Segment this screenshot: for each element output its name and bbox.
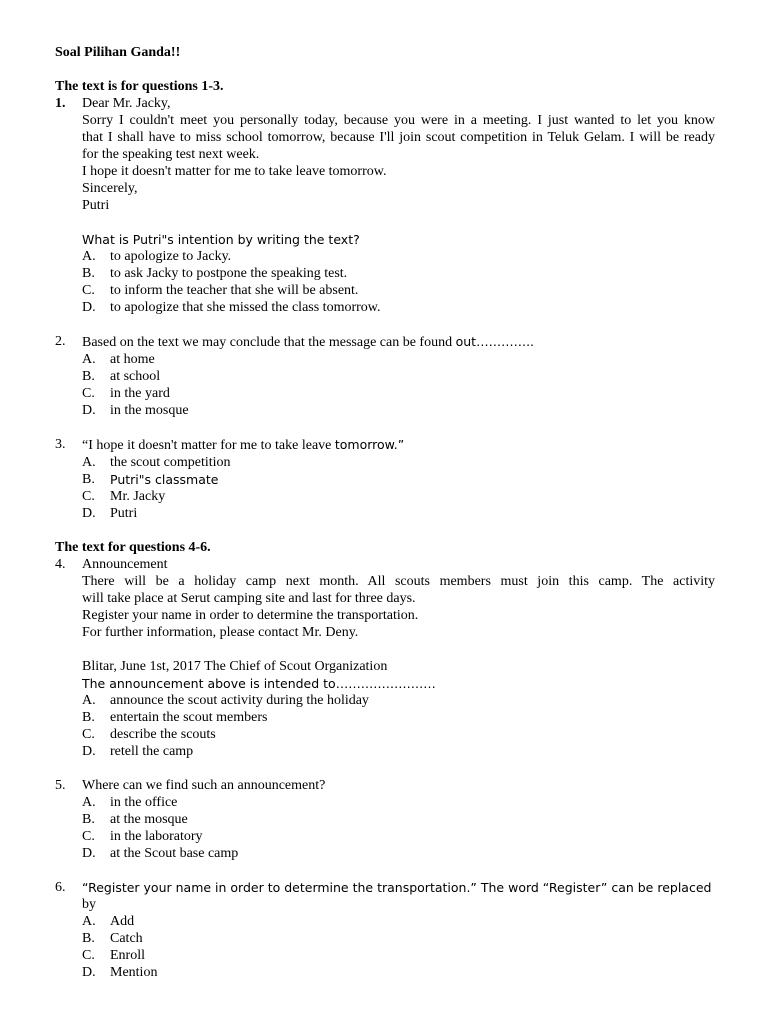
announcement-body <box>82 573 715 641</box>
question-1-number: 1. <box>55 96 66 111</box>
section-1-heading: The text is for questions 1-3. <box>55 79 224 94</box>
worksheet-page <box>55 44 715 981</box>
option-text: to inform the teacher that she will be absent. <box>110 283 359 298</box>
question-1-text: What is Putri"s intention by writing the text? <box>82 232 360 247</box>
section-2-heading: The text for questions 4-6. <box>55 540 211 555</box>
option-text: at the Scout base camp <box>110 846 239 861</box>
announcement-line-2: will take place at Serut camping site and last for three days. <box>82 591 416 606</box>
question-4-option-c <box>82 726 715 743</box>
option-text: to apologize to Jacky. <box>110 249 232 264</box>
option-text: in the yard <box>110 386 170 401</box>
question-1-option-d <box>82 299 715 316</box>
document-title: Soal Pilihan Ganda!! <box>55 45 181 60</box>
option-text: Putri <box>110 506 138 521</box>
question-3 <box>55 436 715 454</box>
option-letter: C. <box>82 727 95 742</box>
option-letter: B. <box>82 266 95 281</box>
option-text: in the mosque <box>110 403 189 418</box>
question-3-option-c <box>82 488 715 505</box>
letter-greeting: Dear Mr. Jacky, <box>82 96 171 111</box>
announcement-line-1: There will be a holiday camp next month. All scouts members must join this camp. The activity <box>82 574 715 589</box>
option-letter: D. <box>82 744 96 759</box>
option-letter: A. <box>82 249 96 264</box>
option-letter: B. <box>82 472 95 487</box>
question-5-number: 5. <box>55 778 66 793</box>
option-letter: C. <box>82 829 95 844</box>
option-letter: D. <box>82 965 96 980</box>
option-text: to apologize that she missed the class tomorrow. <box>110 300 381 315</box>
option-text: retell the camp <box>110 744 194 759</box>
option-text: in the office <box>110 795 178 810</box>
question-4-option-a <box>82 692 715 709</box>
question-3-option-d <box>82 505 715 522</box>
letter-line-1: Sorry I couldn't meet you personally today, because you were in a meeting. I just wanted to let you know <box>82 113 715 128</box>
option-text: in the laboratory <box>110 829 203 844</box>
letter-closing: Sincerely, <box>82 181 138 196</box>
option-letter: B. <box>82 369 95 384</box>
option-text: at school <box>110 369 161 384</box>
announcement-block <box>55 556 715 573</box>
option-letter: A. <box>82 693 96 708</box>
question-3-number: 3. <box>55 437 66 452</box>
question-1-option-a <box>82 248 715 265</box>
announcement-line-4: For further information, please contact Mr. Deny. <box>82 625 359 640</box>
question-4-text-main: The announcement above is intended to <box>82 676 336 691</box>
option-text: at home <box>110 352 155 367</box>
question-3-text-tail: tomorrow.” <box>334 437 405 452</box>
question-5-option-c <box>82 828 715 845</box>
option-text: to ask Jacky to postpone the speaking test. <box>110 266 348 281</box>
question-3-option-b <box>82 471 715 488</box>
option-letter: A. <box>82 455 96 470</box>
option-letter: A. <box>82 914 96 929</box>
question-6-option-a <box>82 913 715 930</box>
option-text: at the mosque <box>110 812 188 827</box>
question-6-option-c <box>82 947 715 964</box>
question-5 <box>55 777 715 794</box>
question-2-option-a <box>82 351 715 368</box>
letter-block <box>55 95 715 112</box>
letter-line-2: that I shall have to miss school tomorrow, because I'll join scout competition in Teluk Gelam. I will be ready <box>82 130 715 145</box>
letter-body <box>82 112 715 214</box>
question-4-text <box>82 675 715 692</box>
question-6-option-d <box>82 964 715 981</box>
option-letter: D. <box>82 506 96 521</box>
question-2-option-b <box>82 368 715 385</box>
option-letter: D. <box>82 846 96 861</box>
question-5-option-b <box>82 811 715 828</box>
letter-line-3: for the speaking test next week. <box>82 147 260 162</box>
question-3-text <box>82 436 715 454</box>
question-3-option-a <box>82 454 715 471</box>
option-text: announce the scout activity during the holiday <box>110 693 369 708</box>
question-2-text-tail: out………….. <box>455 334 535 349</box>
letter-signature: Putri <box>82 198 110 213</box>
question-2-number: 2. <box>55 334 66 349</box>
option-letter: C. <box>82 283 95 298</box>
question-4-text-tail: …………………… <box>335 676 436 691</box>
announcement-line-3: Register your name in order to determine the transportation. <box>82 608 419 623</box>
option-letter: C. <box>82 489 95 504</box>
letter-line-4: I hope it doesn't matter for me to take leave tomorrow. <box>82 164 387 179</box>
option-letter: C. <box>82 948 95 963</box>
question-6 <box>55 879 715 896</box>
announcement-title: Announcement <box>82 557 168 572</box>
option-letter: C. <box>82 386 95 401</box>
question-6-number: 6. <box>55 880 66 895</box>
option-letter: D. <box>82 300 96 315</box>
question-6-text-continued: by <box>82 897 96 912</box>
question-5-option-d <box>82 845 715 862</box>
option-text: Enroll <box>110 948 145 963</box>
option-letter: B. <box>82 812 95 827</box>
question-2-text <box>82 333 715 351</box>
question-2 <box>55 333 715 351</box>
question-2-text-main: Based on the text we may conclude that the message can be found <box>82 335 456 350</box>
question-4-option-b <box>82 709 715 726</box>
question-2-option-d <box>82 402 715 419</box>
option-letter: A. <box>82 352 96 367</box>
question-4-number: 4. <box>55 557 66 572</box>
question-1-option-c <box>82 282 715 299</box>
option-text: Catch <box>110 931 143 946</box>
question-4-option-d <box>82 743 715 760</box>
option-letter: D. <box>82 403 96 418</box>
option-letter: B. <box>82 931 95 946</box>
question-5-option-a <box>82 794 715 811</box>
option-text: the scout competition <box>110 455 231 470</box>
option-text: entertain the scout members <box>110 710 268 725</box>
announcement-signature: Blitar, June 1st, 2017 The Chief of Scout Organization <box>82 659 388 674</box>
option-letter: B. <box>82 710 95 725</box>
option-text: Putri"s classmate <box>110 472 219 487</box>
option-text: describe the scouts <box>110 727 216 742</box>
option-text: Mention <box>110 965 158 980</box>
question-2-option-c <box>82 385 715 402</box>
question-1-option-b <box>82 265 715 282</box>
question-6-option-b <box>82 930 715 947</box>
question-6-text: “Register your name in order to determine the transportation.” The word “Register” can be replaced <box>82 880 712 895</box>
option-letter: A. <box>82 795 96 810</box>
option-text: Add <box>110 914 135 929</box>
question-3-text-main: “I hope it doesn't matter for me to take leave <box>82 438 335 453</box>
question-5-text: Where can we find such an announcement? <box>82 778 326 793</box>
option-text: Mr. Jacky <box>110 489 166 504</box>
